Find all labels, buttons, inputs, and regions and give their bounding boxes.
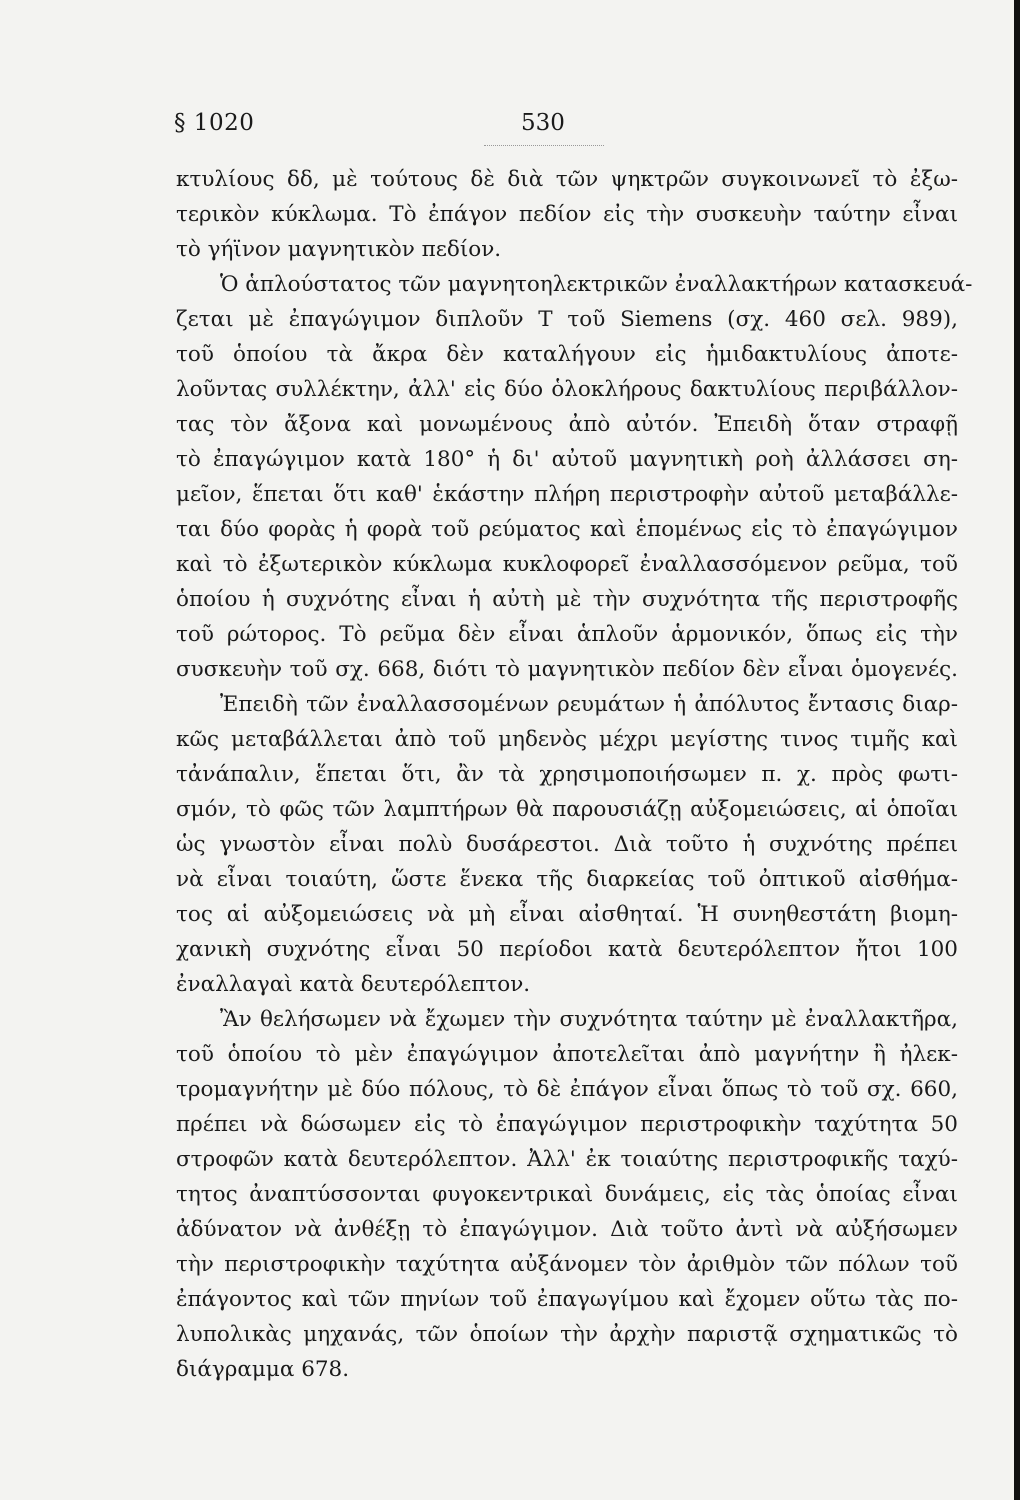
text-line: νὰ εἶναι τοιαύτη, ὥστε ἕνεκα τῆς διαρκείας τοῦ ὀπτικοῦ αἰσθήμα- xyxy=(176,867,958,892)
text-line: τητος ἀναπτύσσονται φυγοκεντρικαὶ δυνάμεις, εἰς τὰς ὁποίας εἶναι xyxy=(176,1182,958,1207)
page-header xyxy=(174,110,954,150)
header-rule xyxy=(484,145,604,146)
text-line: τὸ γήϊνον μαγνητικὸν πεδίον. xyxy=(176,237,502,262)
text-line: Ὁ ἁπλούστατος τῶν μαγνητοηλεκτρικῶν ἐναλλακτήρων κατασκευά- xyxy=(220,272,973,297)
text-line: διάγραμμα 678. xyxy=(176,1357,350,1382)
text-line: κτυλίους δδ, μὲ τούτους δὲ διὰ τῶν ψηκτρῶν συγκοινωνεῖ τὸ ἐξω- xyxy=(176,167,958,192)
text-line: τοῦ ὁποίου τὸ μὲν ἐπαγώγιμον ἀποτελεῖται ἀπὸ μαγνήτην ἢ ἠλεκ- xyxy=(176,1042,958,1067)
text-line: ται δύο φορὰς ἡ φορὰ τοῦ ρεύματος καὶ ἑπομένως εἰς τὸ ἐπαγώγιμον xyxy=(176,517,958,542)
text-line: συσκευὴν τοῦ σχ. 668, διότι τὸ μαγνητικὸν πεδίον δὲν εἶναι ὁμογενές. xyxy=(176,657,958,682)
text-line: τὸ ἐπαγώγιμον κατὰ 180° ἡ δι' αὐτοῦ μαγνητικὴ ροὴ ἀλλάσσει ση- xyxy=(176,447,958,472)
text-line: τἀνάπαλιν, ἕπεται ὅτι, ἂν τὰ χρησιμοποιήσωμεν π. χ. πρὸς φωτι- xyxy=(176,762,958,787)
text-line: τοῦ ὁποίου τὰ ἄκρα δὲν καταλήγουν εἰς ἡμιδακτυλίους ἀποτε- xyxy=(176,342,958,367)
text-line: Ἐπειδὴ τῶν ἐναλλασσομένων ρευμάτων ἡ ἀπόλυτος ἔντασις διαρ- xyxy=(220,692,958,717)
text-line: λυπολικὰς μηχανάς, τῶν ὁποίων τὴν ἀρχὴν παριστᾷ σχηματικῶς τὸ xyxy=(176,1322,958,1347)
section-reference: § 1020 xyxy=(174,110,255,136)
text-line: τὴν περιστροφικὴν ταχύτητα αὐξάνομεν τὸν ἀριθμὸν τῶν πόλων τοῦ xyxy=(176,1252,958,1277)
text-line: ἐπάγοντος καὶ τῶν πηνίων τοῦ ἐπαγωγίμου καὶ ἔχομεν οὕτω τὰς πο- xyxy=(176,1287,958,1312)
text-line: ἀδύνατον νὰ ἀνθέξῃ τὸ ἐπαγώγιμον. Διὰ τοῦτο ἀντὶ νὰ αὐξήσωμεν xyxy=(176,1217,958,1242)
paragraph-1 xyxy=(176,162,958,267)
text-line: ὡς γνωστὸν εἶναι πολὺ δυσάρεστοι. Διὰ τοῦτο ἡ συχνότης πρέπει xyxy=(176,832,958,857)
text-line: τερικὸν κύκλωμα. Τὸ ἐπάγον πεδίον εἰς τὴν συσκευὴν ταύτην εἶναι xyxy=(176,202,958,227)
text-line: ζεται μὲ ἐπαγώγιμον διπλοῦν Τ τοῦ Siemens (σχ. 460 σελ. 989), xyxy=(176,307,958,332)
page-number: 530 xyxy=(521,110,565,136)
text-line: τοῦ ρώτορος. Τὸ ρεῦμα δὲν εἶναι ἁπλοῦν ἁρμονικόν, ὅπως εἰς τὴν xyxy=(176,622,958,647)
text-line: ὁποίου ἡ συχνότης εἶναι ἡ αὐτὴ μὲ τὴν συχνότητα τῆς περιστροφῆς xyxy=(176,587,958,612)
text-line: τας τὸν ἄξονα καὶ μονωμένους ἀπὸ αὐτόν. Ἐπειδὴ ὅταν στραφῇ xyxy=(176,412,958,437)
text-line: καὶ τὸ ἐξωτερικὸν κύκλωμα κυκλοφορεῖ ἐναλλασσόμενον ρεῦμα, τοῦ xyxy=(176,552,958,577)
text-line: χανικὴ συχνότης εἶναι 50 περίοδοι κατὰ δευτερόλεπτον ἤτοι 100 xyxy=(176,937,958,962)
text-line: κῶς μεταβάλλεται ἀπὸ τοῦ μηδενὸς μέχρι μεγίστης τινος τιμῆς καὶ xyxy=(176,727,958,752)
text-line: στροφῶν κατὰ δευτερόλεπτον. Ἀλλ' ἐκ τοιαύτης περιστροφικῆς ταχύ- xyxy=(176,1147,958,1172)
text-line: τρομαγνήτην μὲ δύο πόλους, τὸ δὲ ἐπάγον εἶναι ὅπως τὸ τοῦ σχ. 660, xyxy=(176,1077,958,1102)
paragraph-3 xyxy=(176,687,958,1002)
paragraph-4 xyxy=(176,1002,958,1387)
page-edge-shadow xyxy=(1014,0,1020,1500)
text-line: μεῖον, ἕπεται ὅτι καθ' ἑκάστην πλήρη περιστροφὴν αὐτοῦ μεταβάλλε- xyxy=(176,482,958,507)
body-text xyxy=(176,162,973,1387)
text-line: σμόν, τὸ φῶς τῶν λαμπτήρων θὰ παρουσιάζῃ αὐξομειώσεις, αἱ ὁποῖαι xyxy=(176,797,958,822)
text-line: Ἂν θελήσωμεν νὰ ἔχωμεν τὴν συχνότητα ταύτην μὲ ἐναλλακτῆρα, xyxy=(220,1007,958,1032)
text-line: ἐναλλαγαὶ κατὰ δευτερόλεπτον. xyxy=(176,972,531,997)
text-line: πρέπει νὰ δώσωμεν εἰς τὸ ἐπαγώγιμον περιστροφικὴν ταχύτητα 50 xyxy=(176,1112,958,1137)
text-line: λοῦντας συλλέκτην, ἀλλ' εἰς δύο ὁλοκλήρους δακτυλίους περιβάλλον- xyxy=(176,377,958,402)
text-line: τος αἱ αὐξομειώσεις νὰ μὴ εἶναι αἰσθηταί. Ἡ συνηθεστάτη βιομη- xyxy=(176,902,958,927)
paragraph-2 xyxy=(176,267,973,687)
